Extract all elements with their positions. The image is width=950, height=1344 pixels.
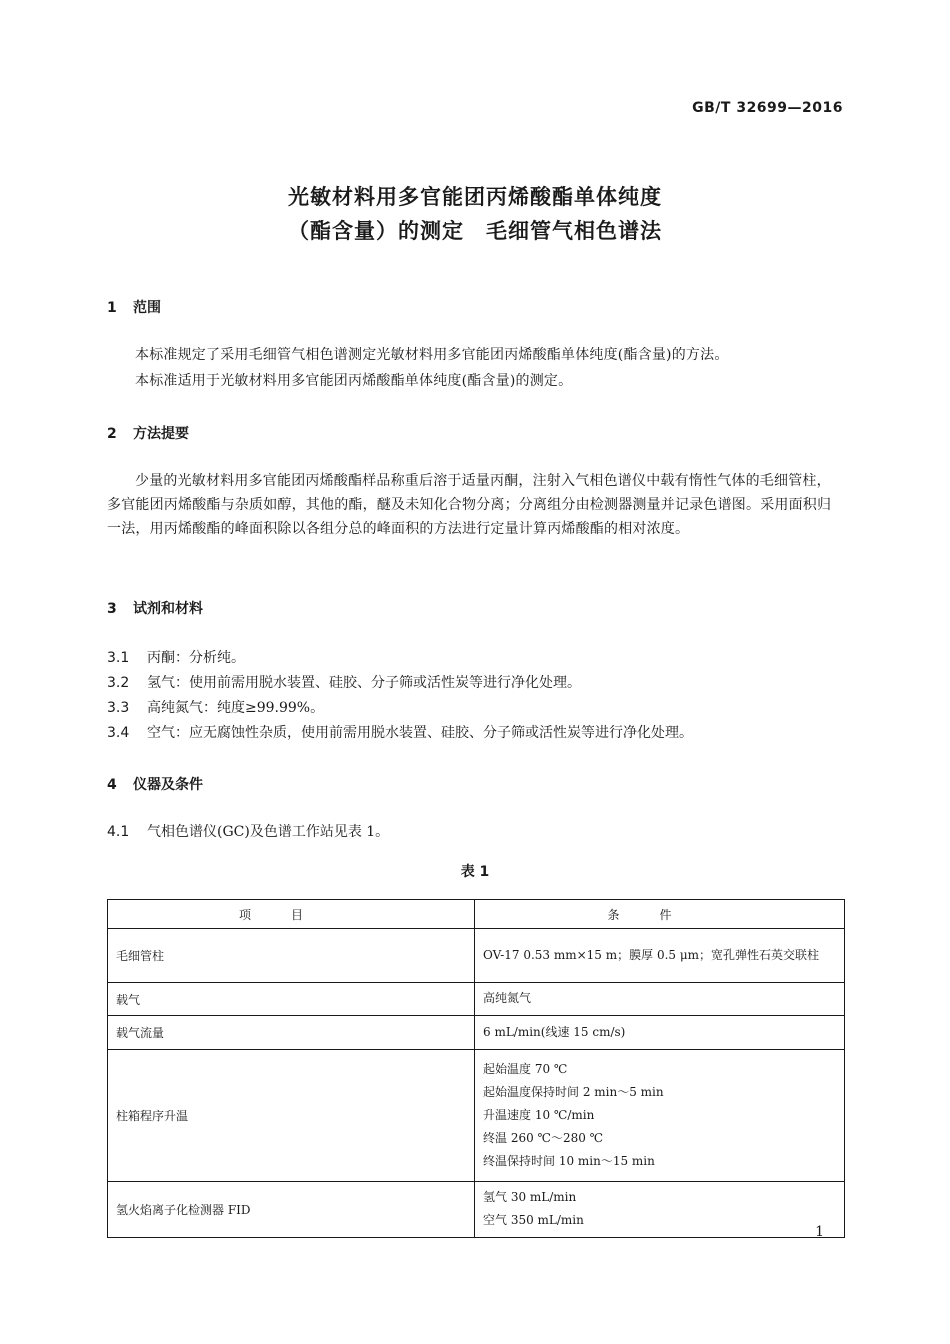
table-row <box>108 1050 845 1182</box>
item-3-4 <box>107 723 693 743</box>
document-title-line1: 光敏材料用多官能团丙烯酸酯单体纯度 <box>288 185 662 209</box>
item-text: 高纯氮气：纯度≥99.99%。 <box>147 700 325 716</box>
section-number: 3 <box>107 601 117 617</box>
table-header-row <box>108 900 845 929</box>
item-number: 3.3 <box>107 700 130 716</box>
item-text: 气相色谱仪(GC)及色谱工作站见表 1。 <box>147 824 390 840</box>
section-1-paragraph-1: 本标准规定了采用毛细管气相色谱测定光敏材料用多官能团丙烯酸酯单体纯度(酯含量)的方法。 <box>135 347 729 363</box>
row-condition <box>475 929 845 983</box>
condition-line: 起始温度保持时间 2 min～5 min <box>483 1084 664 1099</box>
item-3-3 <box>107 698 324 718</box>
document-title-line2: （酯含量）的测定 毛细管气相色谱法 <box>288 219 662 243</box>
condition-line: 升温速度 10 ℃/min <box>483 1107 595 1122</box>
row-item: 氢火焰离子化检测器 FID <box>108 1182 475 1238</box>
table-row <box>108 929 845 983</box>
conditions-table <box>107 899 845 1238</box>
row-item: 载气流量 <box>108 1016 475 1050</box>
condition-line: 终温 260 ℃～280 ℃ <box>483 1130 604 1145</box>
item-number: 3.1 <box>107 650 130 666</box>
table-row <box>108 1016 845 1050</box>
standard-number: GB/T 32699—2016 <box>692 100 843 116</box>
section-1-heading <box>107 297 161 317</box>
item-number: 3.4 <box>107 725 130 741</box>
condition-line: 高纯氮气 <box>483 991 532 1005</box>
section-4-heading <box>107 774 203 794</box>
row-item: 毛细管柱 <box>108 929 475 983</box>
row-condition <box>475 1182 845 1238</box>
item-3-2 <box>107 673 581 693</box>
section-number: 1 <box>107 300 117 316</box>
section-title: 仪器及条件 <box>133 777 203 793</box>
section-2-paragraph: 少量的光敏材料用多官能团丙烯酸酯样品称重后溶于适量丙酮，注射入气相色谱仪中载有惰性气体的毛细管柱，多官能团丙烯酸酯与杂质如醇，其他的酯，醚及未知化合物分离；分离组分由检测器测量并记录色谱图。采用面积归一法，用丙烯酸酯的峰面积除以各组分总的峰面积的方法进行定量计算丙烯酸酯的相对浓度。 <box>107 473 832 537</box>
section-2-heading <box>107 423 189 443</box>
section-1-paragraph-2: 本标准适用于光敏材料用多官能团丙烯酸酯单体纯度(酯含量)的测定。 <box>135 373 573 389</box>
row-condition <box>475 1050 845 1182</box>
condition-line: 6 mL/min(线速 15 cm/s) <box>483 1024 626 1039</box>
row-condition <box>475 1016 845 1050</box>
table-caption: 表 1 <box>460 864 490 880</box>
condition-line: 终温保持时间 10 min～15 min <box>483 1153 655 1168</box>
item-3-1 <box>107 648 245 668</box>
row-item: 柱箱程序升温 <box>108 1050 475 1182</box>
condition-line: OV-17 0.53 mm×15 m；膜厚 0.5 μm；宽孔弹性石英交联柱 <box>483 947 820 962</box>
table-row <box>108 1182 845 1238</box>
condition-line: 氢气 30 mL/min <box>483 1190 577 1204</box>
section-title: 范围 <box>133 300 161 316</box>
item-text: 氢气：使用前需用脱水装置、硅胶、分子筛或活性炭等进行净化处理。 <box>147 675 581 691</box>
row-item: 载气 <box>108 983 475 1016</box>
condition-line: 起始温度 70 ℃ <box>483 1061 568 1076</box>
item-text: 空气：应无腐蚀性杂质，使用前需用脱水装置、硅胶、分子筛或活性炭等进行净化处理。 <box>147 725 693 741</box>
table-row <box>108 983 845 1016</box>
section-number: 2 <box>107 426 117 442</box>
item-text: 丙酮：分析纯。 <box>147 650 245 666</box>
condition-line: 空气 350 mL/min <box>483 1213 584 1227</box>
item-number: 3.2 <box>107 675 130 691</box>
column-header-item: 项目 <box>108 900 475 929</box>
section-title: 试剂和材料 <box>133 601 203 617</box>
page-number: 1 <box>815 1224 824 1240</box>
row-condition <box>475 983 845 1016</box>
section-number: 4 <box>107 777 117 793</box>
section-3-heading <box>107 598 203 618</box>
item-number: 4.1 <box>107 824 130 840</box>
item-4-1 <box>107 822 389 842</box>
section-title: 方法提要 <box>133 426 189 442</box>
column-header-condition: 条件 <box>475 900 845 929</box>
